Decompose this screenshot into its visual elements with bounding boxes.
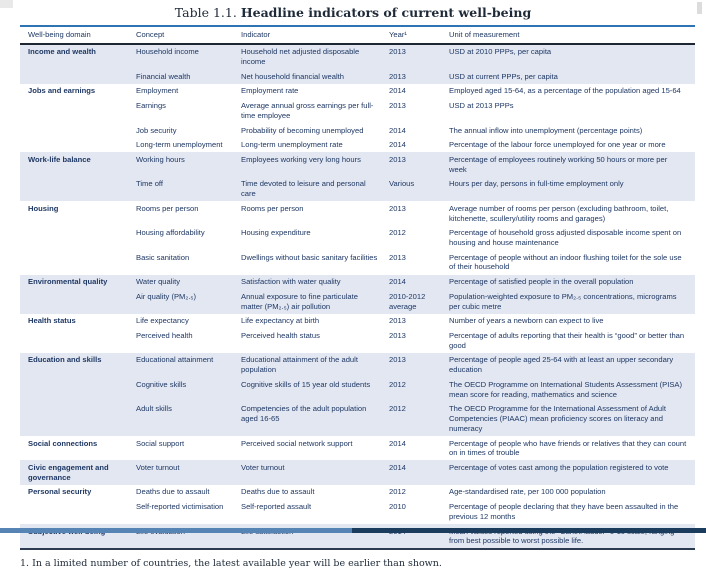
unit-cell: Percentage of employees routinely working 50 hours or more per week (449, 154, 668, 174)
window-corner-artifact (0, 0, 13, 8)
concept-cell: Housing affordability (136, 228, 205, 238)
indicator-cell: Self-reported assault (241, 502, 312, 512)
indicator-cell: Perceived health status (241, 331, 320, 341)
concept-cell: Employment (136, 86, 179, 96)
unit-cell: Employed aged 15-64, as a percentage of the population aged 15-64 (449, 86, 681, 96)
year-cell: 2013 (389, 47, 406, 57)
domain-group (20, 436, 695, 460)
indicator-cell: Competencies of the adult population aged 16-65 (241, 404, 367, 424)
page-bottom-bar (0, 528, 706, 533)
year-cell: 2014 (389, 438, 406, 448)
year-cell: 2013 (389, 252, 406, 262)
unit-cell: Number of years a newborn can expect to live (449, 316, 604, 326)
year-cell: 2014 (389, 125, 406, 135)
bottom-bar-left-segment (0, 528, 352, 533)
table-row (20, 152, 695, 176)
scrollbar-artifact (697, 2, 702, 14)
unit-cell: USD at current PPPs, per capita (449, 71, 558, 81)
domain-group (20, 353, 695, 436)
domain-group (20, 44, 695, 84)
indicator-cell: Annual exposure to fine particulate matter (PM₂.₅) air pollution (241, 291, 358, 311)
year-cell: 2012 (389, 228, 406, 238)
concept-cell: Working hours (136, 154, 185, 164)
table-row (20, 314, 695, 329)
year-cell: 2010-2012 average (389, 291, 426, 311)
domain-cell: Social connections (28, 438, 98, 448)
unit-cell: Percentage of people aged 25-64 with at least an upper secondary education (449, 355, 674, 375)
concept-cell: Financial wealth (136, 71, 191, 81)
table-row (20, 353, 695, 377)
year-cell: 2014 (389, 140, 406, 150)
concept-cell: Adult skills (136, 404, 172, 414)
concept-cell: Long-term unemployment (136, 140, 223, 150)
year-cell: 2013 (389, 355, 406, 365)
unit-cell: USD at 2010 PPPs, per capita (449, 47, 552, 57)
unit-cell: Percentage of satisfied people in the overall population (449, 277, 634, 287)
year-cell: 2012 (389, 404, 406, 414)
indicator-cell: Life expectancy at birth (241, 316, 320, 326)
unit-cell: Percentage of adults reporting that their health is “good” or better than good (449, 331, 685, 350)
column-header-3: Indicator (241, 26, 389, 44)
year-cell: 2014 (389, 277, 406, 287)
indicator-cell: Employment rate (241, 86, 299, 96)
domain-cell: Personal security (28, 487, 92, 497)
concept-cell: Rooms per person (136, 203, 199, 213)
unit-cell: Percentage of people without an indoor flushing toilet for the sole use of their household (449, 252, 682, 272)
indicator-cell: Average annual gross earnings per full-time employee (241, 101, 374, 120)
unit-cell: The annual inflow into unemployment (percentage points) (449, 125, 643, 135)
indicator-cell: Perceived social network support (241, 438, 353, 448)
year-cell: 2014 (389, 462, 406, 472)
indicator-cell: Net household financial wealth (241, 71, 345, 81)
indicator-cell: Deaths due to assault (241, 487, 315, 497)
year-cell: 2010 (389, 502, 406, 512)
concept-cell: Job security (136, 125, 177, 135)
domain-group (20, 201, 695, 274)
indicator-cell: Cognitive skills of 15 year old students (241, 379, 371, 389)
concept-cell: Time off (136, 179, 164, 189)
year-cell: 2013 (389, 154, 406, 164)
unit-cell: Average number of rooms per person (excluding bathroom, toilet, kitchenette, scullery/utility rooms and garages) (449, 203, 669, 223)
indicator-cell: Household net adjusted disposable income (241, 47, 360, 66)
table-row (20, 275, 695, 290)
domain-cell: Housing (28, 203, 59, 213)
unit-cell: USD at 2013 PPPs (449, 101, 514, 111)
table-row (20, 84, 695, 99)
table-title (0, 0, 706, 20)
domain-cell: Work-life balance (28, 154, 91, 164)
indicator-cell: Voter turnout (241, 462, 285, 472)
table-title-text: Headline indicators of current well-being (240, 5, 532, 20)
domain-cell: Civic engagement and governance (28, 462, 109, 482)
year-cell: 2013 (389, 101, 406, 111)
table-header (20, 26, 695, 44)
unit-cell: Percentage of people declaring that they have been assaulted in the previous 12 months (449, 502, 679, 521)
year-cell: 2013 (389, 331, 406, 341)
column-header-5: Unit of measurement (449, 26, 695, 44)
concept-cell: Water quality (136, 277, 181, 287)
concept-cell: Basic sanitation (136, 252, 190, 262)
unit-cell: Age-standardised rate, per 100 000 population (449, 487, 606, 497)
domain-cell: Health status (28, 316, 76, 326)
indicator-cell: Rooms per person (241, 203, 304, 213)
indicator-cell: Dwellings without basic sanitary facilities (241, 252, 378, 262)
year-cell: 2013 (389, 71, 406, 81)
table-row (20, 44, 695, 69)
table-footnote: 1. In a limited number of countries, the latest available year will be earlier than shown. (20, 558, 442, 569)
concept-cell: Social support (136, 438, 185, 448)
year-cell: 2014 (389, 86, 406, 96)
indicator-cell: Employees working very long hours (241, 154, 361, 164)
domain-group (20, 275, 695, 314)
table-title-number: Table 1.1. (174, 5, 237, 20)
concept-cell: Self-reported victimisation (136, 502, 224, 512)
concept-cell: Air quality (PM₂.₅) (136, 291, 197, 301)
concept-cell: Earnings (136, 101, 166, 111)
domain-group (20, 84, 695, 153)
unit-cell: Percentage of the labour force unemployed for one year or more (449, 140, 666, 150)
table-row (20, 436, 695, 460)
indicator-cell: Long-term unemployment rate (241, 140, 343, 150)
domain-cell: Income and wealth (28, 47, 96, 57)
column-header-1: Well-being domain (20, 26, 136, 44)
concept-cell: Cognitive skills (136, 379, 187, 389)
indicator-cell: Time devoted to leisure and personal care (241, 179, 366, 199)
table-row (20, 460, 695, 484)
year-cell: Various (389, 179, 415, 189)
domain-cell: Jobs and earnings (28, 86, 96, 96)
unit-cell: Percentage of household gross adjusted disposable income spent on housing and house maintenance (449, 228, 682, 247)
domain-cell: Environmental quality (28, 277, 108, 287)
year-cell: 2013 (389, 316, 406, 326)
concept-cell: Deaths due to assault (136, 487, 210, 497)
year-cell: 2013 (389, 203, 406, 213)
unit-cell: Population-weighted exposure to PM₂.₅ concentrations, micrograms per cubic metre (449, 291, 677, 311)
concept-cell: Household income (136, 47, 199, 57)
column-header-2: Concept (136, 26, 241, 44)
concept-cell: Voter turnout (136, 462, 180, 472)
concept-cell: Life expectancy (136, 316, 189, 326)
domain-group (20, 485, 695, 524)
domain-group (20, 314, 695, 353)
table-row (20, 485, 695, 500)
domain-group (20, 152, 695, 201)
bottom-bar-right-segment (352, 528, 706, 533)
indicator-cell: Educational attainment of the adult population (241, 355, 358, 375)
unit-cell: The OECD Programme for the International Assessment of Adult Competencies (PIAAC) mean proficiency scores on literacy and numeracy (449, 404, 666, 433)
table-header-row (20, 26, 695, 44)
year-cell: 2012 (389, 379, 406, 389)
concept-cell: Perceived health (136, 331, 193, 341)
year-cell: 2012 (389, 487, 406, 497)
domain-group (20, 460, 695, 484)
indicator-cell: Satisfaction with water quality (241, 277, 341, 287)
wellbeing-indicators-table (20, 25, 695, 550)
unit-cell: Percentage of votes cast among the population registered to vote (449, 462, 669, 472)
unit-cell: The OECD Programme on International Students Assessment (PISA) mean score for reading, mathematics and science (449, 379, 682, 399)
column-header-4: Year¹ (389, 26, 449, 44)
unit-cell: from best possible to worst possible life. (449, 536, 584, 546)
indicator-cell: Housing expenditure (241, 228, 311, 238)
table-row (20, 201, 695, 225)
indicator-cell: Probability of becoming unemployed (241, 125, 364, 135)
unit-cell: Hours per day, persons in full-time employment only (449, 179, 624, 189)
concept-cell: Educational attainment (136, 355, 214, 365)
unit-cell: Percentage of people who have friends or relatives that they can count on in times of trouble (449, 438, 687, 458)
domain-cell: Education and skills (28, 355, 102, 365)
